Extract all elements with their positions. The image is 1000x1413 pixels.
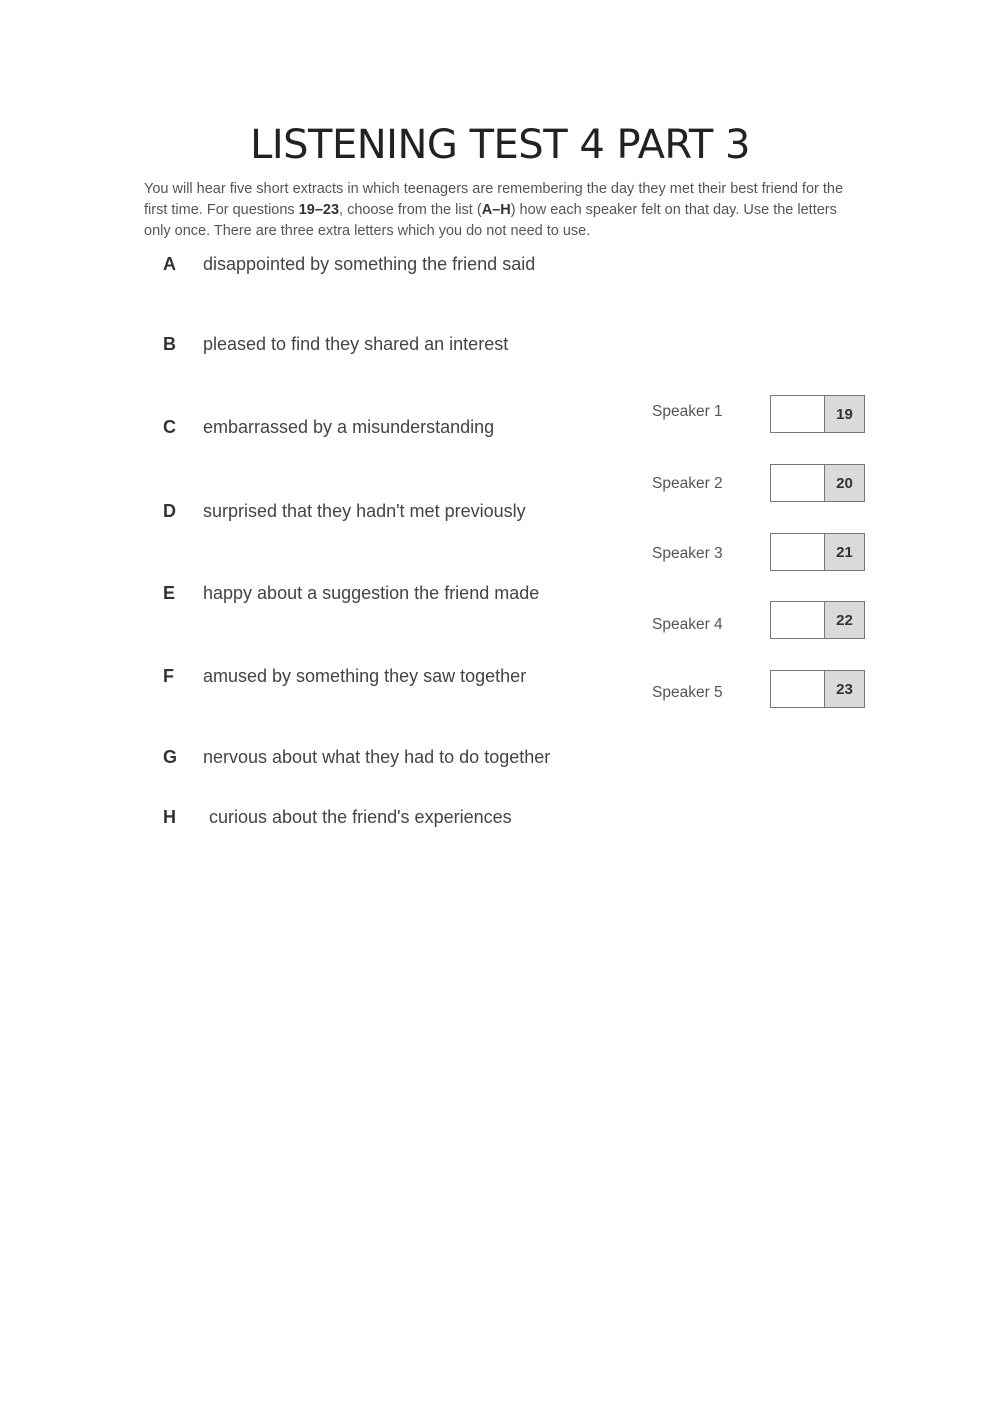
answer-input-19[interactable] <box>771 396 825 432</box>
option-text: nervous about what they had to do together <box>203 747 551 767</box>
option-letter: F <box>163 666 174 686</box>
speaker-5-label: Speaker 5 <box>652 684 723 701</box>
page-title: LISTENING TEST 4 PART 3 <box>250 122 750 168</box>
option-letter: B <box>163 334 176 354</box>
question-number: 21 <box>825 534 864 570</box>
question-number: 19 <box>825 396 864 432</box>
speaker-2-label: Speaker 2 <box>652 475 723 492</box>
speaker-3-label: Speaker 3 <box>652 545 723 562</box>
option-letter: E <box>163 583 176 603</box>
option-c <box>163 417 494 438</box>
option-text: surprised that they hadn't met previously <box>203 501 526 521</box>
answer-box-22 <box>770 601 865 639</box>
option-h <box>163 807 512 828</box>
option-text: amused by something they saw together <box>203 666 527 686</box>
option-letter: H <box>163 807 176 827</box>
question-number: 22 <box>825 602 864 638</box>
question-number: 20 <box>825 465 864 501</box>
questions-range: 19–23 <box>298 202 340 218</box>
answer-box-20 <box>770 464 865 502</box>
option-g <box>163 747 550 768</box>
instructions-text-2: , choose from the list ( <box>339 202 482 218</box>
answer-box-23 <box>770 670 865 708</box>
question-number: 23 <box>825 671 864 707</box>
answer-input-23[interactable] <box>771 671 825 707</box>
letters-range: A–H <box>481 202 511 218</box>
speaker-4-label: Speaker 4 <box>652 616 723 633</box>
option-f <box>163 666 526 687</box>
option-text: embarrassed by a misunderstanding <box>203 417 495 437</box>
speaker-1-label: Speaker 1 <box>652 403 723 420</box>
option-d <box>163 501 526 522</box>
option-letter: G <box>163 747 178 767</box>
instructions-text-3: ) how each speaker felt on that day. Use the letters only once. There are three extra letters which you do not need to use. <box>144 202 837 239</box>
option-letter: C <box>163 417 176 437</box>
option-letter: A <box>163 254 176 274</box>
option-b <box>163 334 508 355</box>
answer-input-22[interactable] <box>771 602 825 638</box>
instructions-text-1: You will hear five short extracts in which teenagers are remembering the day they met their best friend for the first time. For questions <box>144 181 844 218</box>
answer-box-19 <box>770 395 865 433</box>
answer-input-21[interactable] <box>771 534 825 570</box>
option-letter: D <box>163 501 176 521</box>
answer-box-21 <box>770 533 865 571</box>
answer-input-20[interactable] <box>771 465 825 501</box>
option-e <box>163 583 539 604</box>
instructions <box>144 179 856 242</box>
option-a <box>163 254 535 275</box>
option-text: pleased to find they shared an interest <box>203 334 509 354</box>
option-text: curious about the friend's experiences <box>209 807 512 827</box>
option-text: disappointed by something the friend said <box>203 254 536 274</box>
option-text: happy about a suggestion the friend made <box>203 583 540 603</box>
